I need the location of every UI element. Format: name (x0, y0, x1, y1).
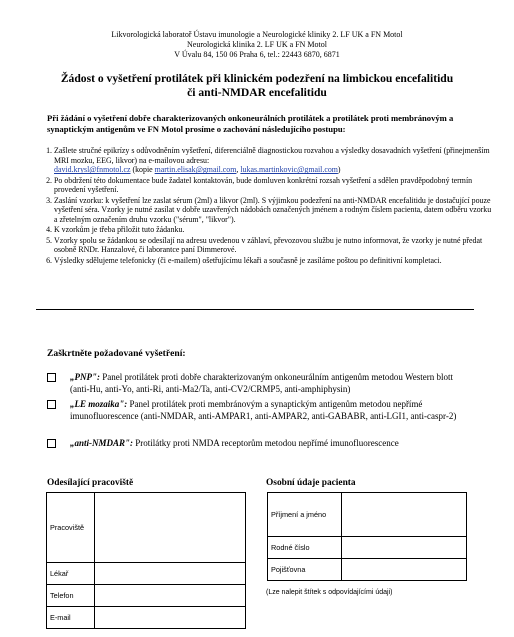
phone-field[interactable] (95, 585, 246, 607)
procedure-step: 6. Výsledky sdělujeme telefonicky (či e-mailem) ošetřujícímu lékaři a současně je zasíláme poštou po definitivní kompletaci. (54, 256, 494, 266)
field-label: Lékař (47, 563, 95, 585)
procedure-step (54, 146, 494, 175)
checkbox-pnp[interactable] (47, 373, 56, 382)
option-name: „LE mozaika": (70, 399, 128, 409)
field-label: Rodné číslo (268, 537, 342, 559)
option-name: „PNP": (70, 372, 100, 382)
procedure-steps (32, 146, 494, 266)
intro-paragraph: Při žádání o vyšetření dobře charakterizovaných onkoneurálních protilátek a protilátek proti membránovým a synaptickým antigenům ve FN Motol prosíme o zachování následujícího postupu: (47, 113, 454, 134)
table-row (47, 585, 246, 607)
birth-number-field[interactable] (342, 537, 467, 559)
field-label: E-mail (47, 607, 95, 629)
field-label: Pojišťovna (268, 559, 342, 581)
clinic-name-line: Neurologická klinika 2. LF UK a FN Motol (187, 40, 327, 49)
field-label: Příjmení a jméno (268, 493, 342, 537)
step-text-end: ) (337, 165, 341, 175)
patient-section-title: Osobní údaje pacienta (266, 478, 356, 488)
workplace-field[interactable] (95, 493, 246, 563)
procedure-step: 3. Zaslání vzorku: k vyšetření lze zaslat sérum (2ml) a likvor (2ml). S výjimkou podezření na anti-NMDAR encefalitidu je dostačující pouze vyšetření séra. Vzorky je nutné zasílat v dobře uzavřených nádobách označených jménem a rodným číslem pacienta, datem odběru vzorku a zřetelným označením druhu vzorku ("sérum", "likvor"). (54, 196, 494, 225)
procedure-step: 2. Po obdržení této dokumentace bude žadatel kontaktován, bude domluven konkrétní rozsah vyšetření a sdělen pravděpodobný termín provedení vyšetření. (54, 176, 494, 195)
patient-table (267, 492, 467, 581)
insurance-field[interactable] (342, 559, 467, 581)
procedure-step: 5. Vzorky spolu se žádankou se odesílají na adresu uvedenou v záhlaví, převozovou službu je nutno informovat, že vzorky je nutné předat osobně RNDr. Hanzalové, či laborantce paní Dimmerové. (54, 236, 494, 255)
physician-field[interactable] (95, 563, 246, 585)
option-text (70, 371, 470, 395)
document-title: Žádost o vyšetření protilátek při klinickém podezření na limbickou encefalitidu (60, 72, 454, 85)
email-separator: , (236, 165, 241, 175)
table-row (47, 607, 246, 629)
step-text: Zašlete stručné epikrízy s odůvodněním vyšetření, diferenciálně diagnostickou rozvahou a výsledky dosavadních vyšetření (přinejmenším MRI mozku, EEG, likvor) na e-mailovou adresu: (54, 146, 490, 165)
option-desc: Protilátky proti NMDA receptorům metodou nepřímé imunofluorescence (133, 438, 399, 448)
step-text-mid: (kopie (130, 165, 155, 175)
email-link-primary[interactable]: david.krysl@fnmotol.cz (54, 165, 131, 175)
label-note: (Lze nalepit štítek s odpovídajícími údaji) (266, 589, 393, 596)
table-row (268, 559, 467, 581)
sender-section-title: Odesílající pracoviště (47, 478, 134, 488)
email-link-copy-2[interactable]: lukas.martinkovic@gmail.com (240, 165, 338, 175)
checkbox-le-mozaika[interactable] (47, 400, 56, 409)
table-row (47, 563, 246, 585)
option-text (70, 437, 470, 449)
checkbox-anti-nmdar[interactable] (47, 439, 56, 448)
procedure-step: 4. K vzorkům je třeba přiložit tuto žádanku. (54, 225, 494, 235)
sender-table (46, 492, 246, 629)
section-title: Zaškrtněte požadované vyšetření: (47, 348, 186, 359)
field-label: Pracoviště (47, 493, 95, 563)
patient-name-field[interactable] (342, 493, 467, 537)
table-row (268, 493, 467, 537)
table-row (268, 537, 467, 559)
option-desc: Panel protilátek proti dobře charakterizovaným onkoneurálním antigenům metodou Western blott (anti-Hu, anti-Yo, anti-Ri, anti-Ma2/Ta, anti-CV2/CRMP5, anti-amphiphysin) (70, 372, 454, 394)
email-field[interactable] (95, 607, 246, 629)
table-row (47, 493, 246, 563)
address-line: V Úvalu 84, 150 06 Praha 6, tel.: 22443 6870, 6871 (174, 50, 340, 59)
section-divider (36, 309, 474, 310)
field-label: Telefon (47, 585, 95, 607)
option-name: „anti-NMDAR": (70, 438, 134, 448)
email-link-copy-1[interactable]: martin.elisak@gmail.com (154, 165, 237, 175)
option-desc: Panel protilátek proti membránovým a synaptickým antigenům metodou nepřímé imunofluorescence (anti-NMDAR, anti-AMPAR1, anti-AMPAR2, anti-GABABR, anti-LGI1, anti-caspr-2) (70, 399, 457, 421)
lab-name-line: Likvorologická laboratoř Ústavu imunologie a Neurologické kliniky 2. LF UK a FN Motol (111, 30, 403, 39)
document-title-line2: či anti-NMDAR encefalitidu (187, 86, 327, 99)
option-text (70, 398, 470, 422)
